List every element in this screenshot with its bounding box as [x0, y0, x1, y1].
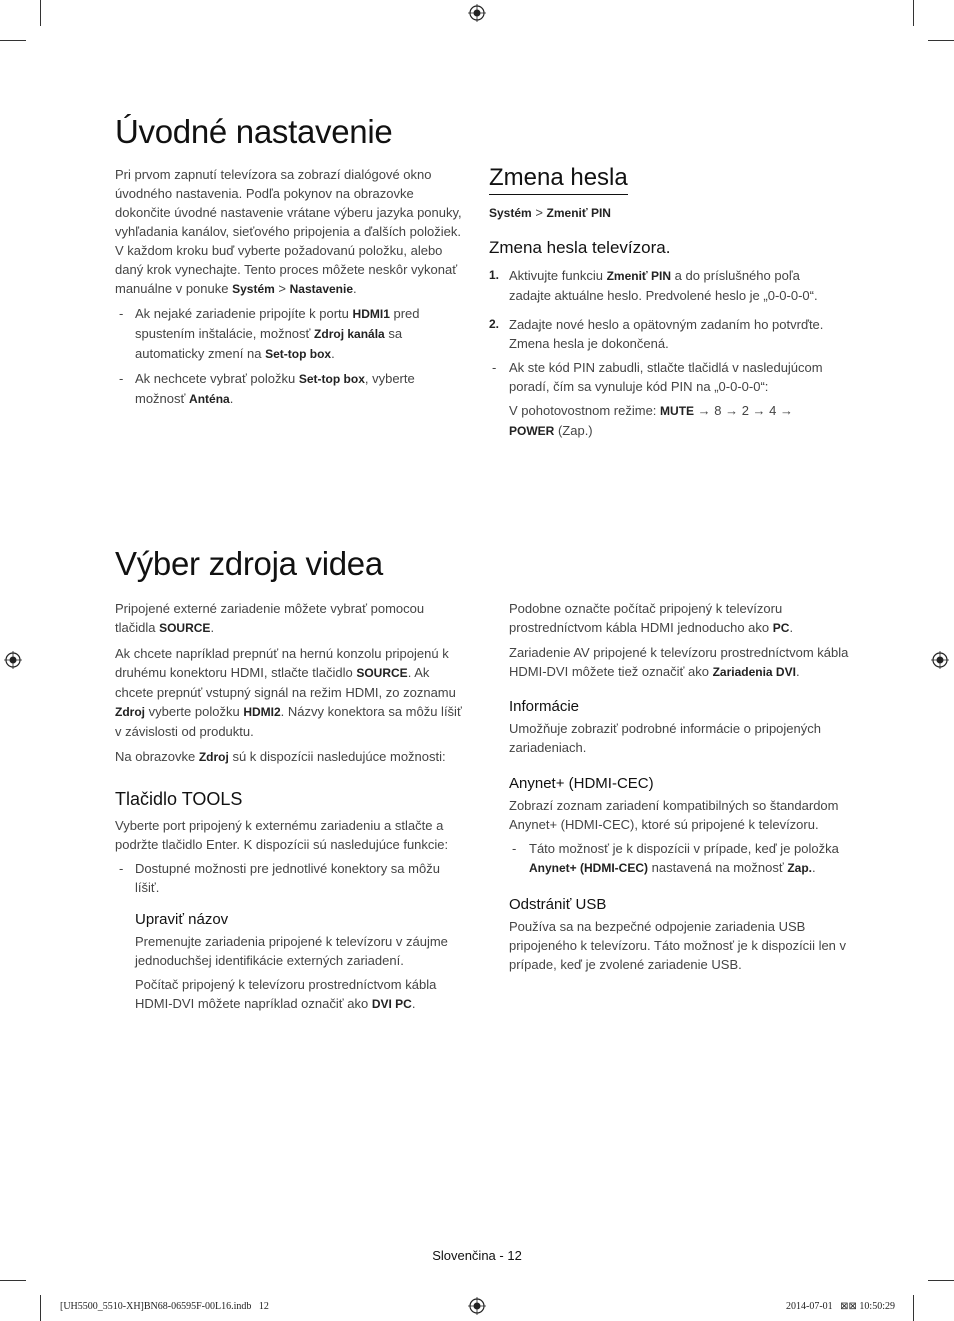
intro-note-1: - Ak nejaké zariadenie pripojíte k portu HDMI1 pred spustením inštalácie, možnosť Zdroj kanála sa automaticky zmení na Set-top box.	[119, 306, 420, 361]
tools-title: Tlačidlo TOOLS	[115, 789, 243, 809]
pin-menu-path: Systém > Zmeniť PIN	[489, 205, 611, 220]
crop-mark	[0, 1280, 26, 1281]
registration-mark-icon	[468, 4, 486, 22]
crop-mark	[40, 0, 41, 26]
source-right-column	[509, 599, 849, 974]
anynet-paragraph: Zobrazí zoznam zariadení kompatibilných so štandardom Anynet+ (HDMI-CEC), ktoré sú pripojené k televízoru.	[509, 798, 839, 832]
registration-mark-icon	[4, 651, 22, 669]
menu-system: Systém	[232, 282, 275, 296]
print-date: 2014-07-01 ⊠⊠ 10:50:29	[786, 1301, 895, 1312]
intro-column	[115, 165, 463, 409]
registration-mark-icon	[468, 1297, 486, 1315]
source-paragraph-3: Na obrazovke Zdroj sú k dispozícii nasledujúce možnosti:	[115, 749, 446, 764]
menu-setup: Nastavenie	[289, 282, 354, 296]
crop-mark	[928, 1280, 954, 1281]
usb-title: Odstrániť USB	[509, 896, 607, 913]
pin-reset-note: - Ak ste kód PIN zabudli, stlačte tlačidlá v nasledujúcom poradí, čím sa vynuluje kód PIN na „0-0-0-0“:	[492, 360, 823, 394]
page-number: Slovenčina - 12	[432, 1248, 522, 1263]
crop-mark	[913, 0, 914, 26]
source-title: Výber zdroja videa	[115, 545, 383, 582]
rename-paragraph-4: Zariadenie AV pripojené k televízoru prostredníctvom kábla HDMI-DVI môžete tiež označiť ako Zariadenia DVI.	[509, 645, 849, 679]
intro-title: Úvodné nastavenie	[115, 113, 393, 150]
rename-paragraph-2: Počítač pripojený k televízoru prostredníctvom kábla HDMI-DVI môžete napríklad označiť ako DVI PC.	[135, 977, 437, 1011]
pin-section	[489, 164, 841, 441]
info-paragraph: Umožňuje zobraziť podrobné informácie o pripojených zariadeniach.	[509, 721, 821, 755]
tools-note: - Dostupné možnosti pre jednotlivé konektory sa môžu líšiť.	[119, 861, 440, 895]
pin-step-2: 2. Zadajte nové heslo a opätovným zadaním ho potvrďte. Zmena hesla je dokončená.	[489, 317, 824, 351]
tools-paragraph: Vyberte port pripojený k externému zariadeniu a stlačte a podržte tlačidlo Enter. K dispozícii sú nasledujúce funkcie:	[115, 818, 449, 852]
crop-mark	[928, 40, 954, 41]
registration-mark-icon	[931, 651, 949, 669]
rename-title: Upraviť názov	[135, 911, 229, 928]
anynet-title: Anynet+ (HDMI-CEC)	[509, 775, 654, 792]
crop-mark	[0, 40, 26, 41]
source-paragraph-1: Pripojené externé zariadenie môžete vybrať pomocou tlačidla SOURCE.	[115, 601, 425, 635]
crop-mark	[40, 1295, 41, 1321]
rename-block	[115, 911, 465, 1014]
source-left-column	[115, 599, 465, 1014]
intro-paragraph: Pri prvom zapnutí televízora sa zobrazí dialógové okno úvodného nastavenia. Podľa pokynov na obrazovke dokončite úvodné nastavenie vrátane výberu jazyka ponuky, vyhľadania kanálov, sieťového pripojenia a ďalších položiek. V každom kroku buď vyberte požadovanú položku, alebo daný krok vynechajte. Tento proces môžete neskôr vykonať manuálne v ponuke Systém > Nastavenie.	[115, 167, 462, 296]
anynet-note: - Táto možnosť je k dispozícii v prípade, keď je položka Anynet+ (HDMI-CEC) nastavená na možnosť Zap..	[512, 841, 839, 875]
source-paragraph-2: Ak chcete napríklad prepnúť na hernú konzolu pripojenú k druhému konektoru HDMI, stlačte tlačidlo SOURCE. Ak chcete prepnúť vstupný signál na režim HDMI, zo zoznamu Zdroj vyberte položku HDMI2. Názvy konektora sa môžu líšiť v závislosti od produktu.	[115, 646, 462, 739]
intro-note-2: - Ak nechcete vybrať položku Set-top box, vyberte možnosť Anténa.	[119, 371, 415, 406]
pin-title: Zmena hesla	[489, 164, 628, 195]
info-title: Informácie	[509, 698, 580, 715]
pin-reset-sequence: V pohotovostnom režime: MUTE → 8 → 2 → 4 → POWER (Zap.)	[509, 403, 794, 438]
pin-subtitle: Zmena hesla televízora.	[489, 238, 671, 257]
rename-paragraph-1: Premenujte zariadenia pripojené k televízoru v záujme jednoduchšej identifikácie externých zariadení.	[135, 934, 448, 968]
crop-mark	[913, 1295, 914, 1321]
pin-step-1: 1. Aktivujte funkciu Zmeniť PIN a do príslušného poľa zadajte aktuálne heslo. Predvolené heslo je „0-0-0-0“.	[489, 268, 818, 303]
rename-paragraph-3: Podobne označte počítač pripojený k televízoru prostredníctvom kábla HDMI jednoducho ako PC.	[509, 601, 794, 635]
file-info: [UH5500_5510-XH]BN68-06595F-00L16.indb 12	[60, 1301, 269, 1312]
usb-paragraph: Používa sa na bezpečné odpojenie zariadenia USB pripojeného k televízoru. Táto možnosť je k dispozícii len v prípade, keď je zvolené zariadenie USB.	[509, 919, 847, 972]
